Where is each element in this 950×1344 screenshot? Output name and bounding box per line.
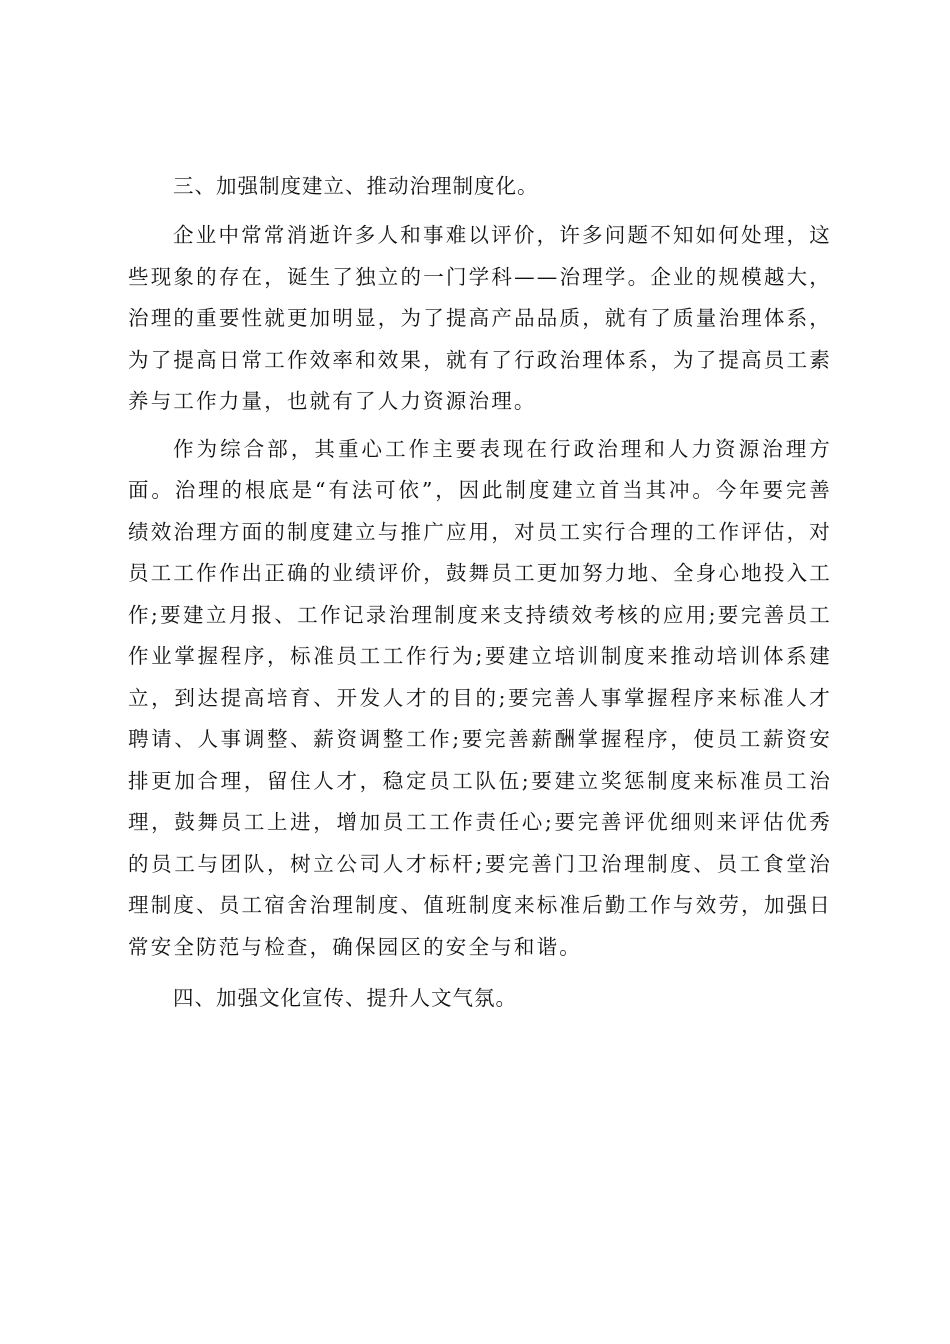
section-heading-4: 四、加强文化宣传、提升人文气氛。: [173, 986, 517, 1010]
paragraph-management-intro: 企业中常常消逝许多人和事难以评价，许多问题不知如何处理，这些现象的存在，诞生了独立的一门学科——治理学。企业的规模越大，治理的重要性就更加明显，为了提高产品品质，就有了质量治理体系，为了提高日常工作效率和效果，就有了行政治理体系，为了提高员工素养与工作力量，也就有了人力资源治理。: [128, 223, 832, 413]
section-heading-3: 三、加强制度建立、推动治理制度化。: [173, 174, 539, 198]
document-body: [128, 162, 832, 1022]
paragraph-department-work: 作为综合部，其重心工作主要表现在行政治理和人力资源治理方面。治理的根底是“有法可依”，因此制度建立首当其冲。今年要完善绩效治理方面的制度建立与推广应用，对员工实行合理的工作评估，对员工工作作出正确的业绩评价，鼓舞员工更加努力地、全身心地投入工作;要建立月报、工作记录治理制度来支持绩效考核的应用;要完善员工作业掌握程序，标准员工工作行为;要建立培训制度来推动培训体系建立，到达提高培育、开发人才的目的;要完善人事掌握程序来标准人才聘请、人事调整、薪资调整工作;要完善薪酬掌握程序，使员工薪资安排更加合理，留住人才，稳定员工队伍;要建立奖惩制度来标准员工治理，鼓舞员工上进，增加员工工作责任心;要完善评优细则来评估优秀的员工与团队，树立公司人才标杆;要完善门卫治理制度、员工食堂治理制度、员工宿舍治理制度、值班制度来标准后勤工作与效劳，加强日常安全防范与检查，确保园区的安全与和谐。: [128, 436, 832, 959]
